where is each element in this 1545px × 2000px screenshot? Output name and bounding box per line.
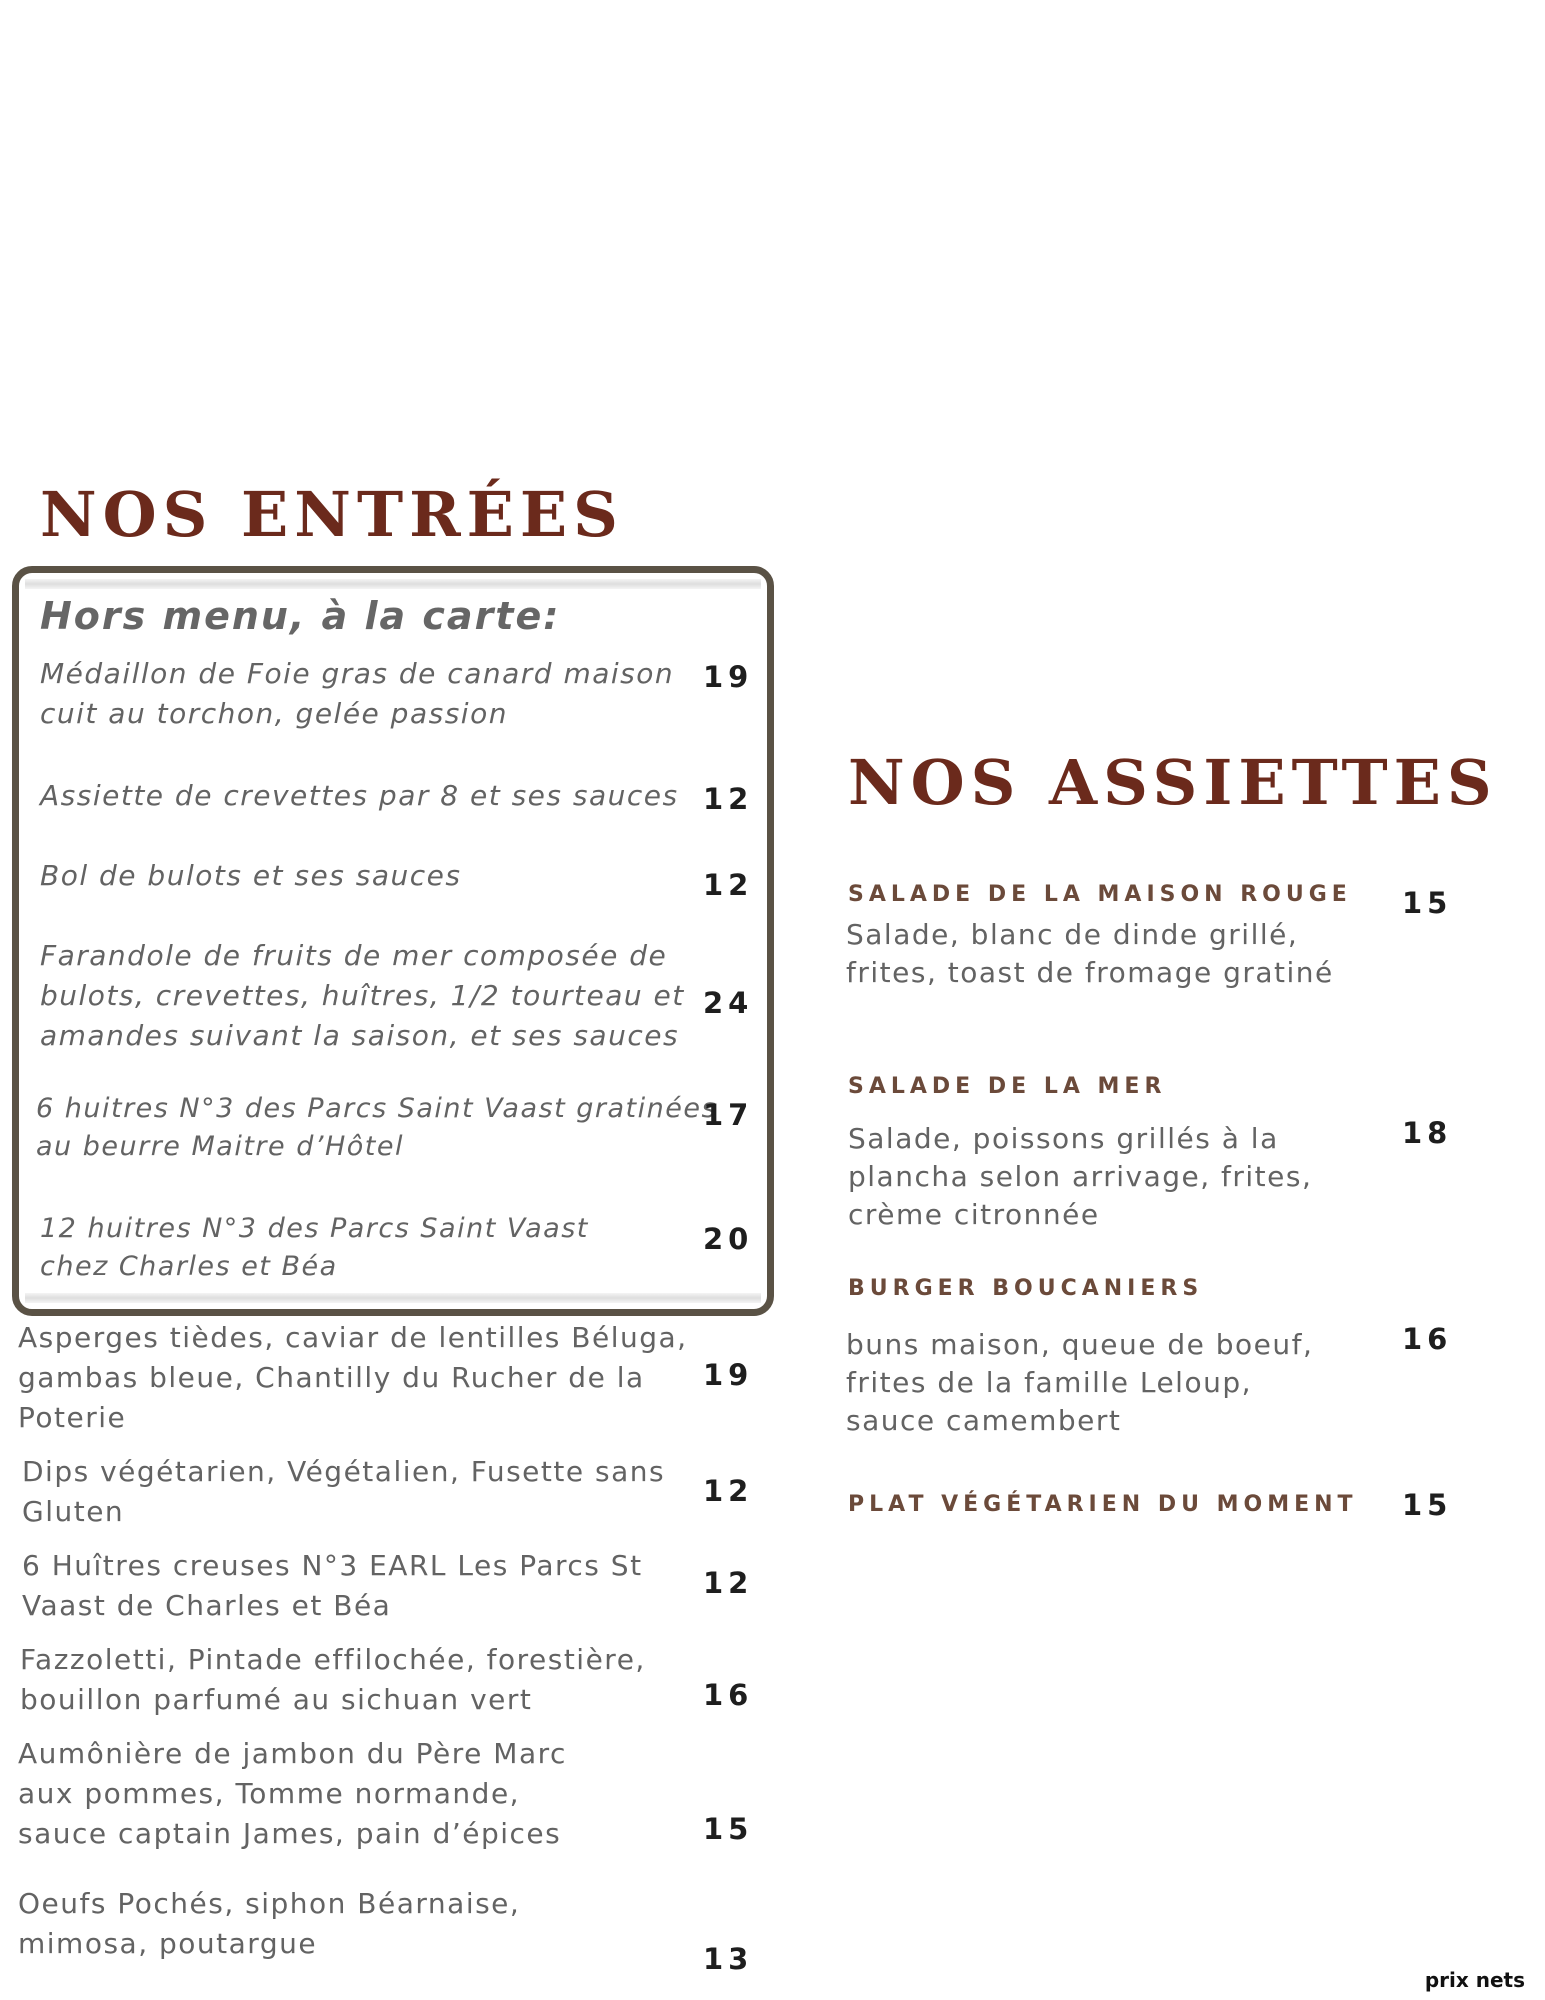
desc-line: crème citronnée xyxy=(848,1198,1100,1231)
desc-line: plancha selon arrivage, frites, xyxy=(848,1160,1313,1193)
item-line: aux pommes, Tomme normande, xyxy=(18,1777,521,1810)
item-line: amandes suivant la saison, et ses sauces xyxy=(40,1019,680,1052)
hors-menu-item-huitres-gratinees xyxy=(36,1090,717,1166)
hors-menu-heading: Hors menu, à la carte: xyxy=(40,594,561,638)
item-line: Asperges tièdes, caviar de lentilles Béluga, xyxy=(18,1321,688,1354)
item-line: sauce captain James, pain d’épices xyxy=(18,1817,562,1850)
entree-item-oeufs xyxy=(18,1884,520,1964)
item-line: mimosa, poutargue xyxy=(18,1927,318,1960)
price: 12 xyxy=(703,782,754,816)
desc-line: Salade, blanc de dinde grillé, xyxy=(846,918,1299,951)
price: 12 xyxy=(703,868,754,902)
item-line: Aumônière de jambon du Père Marc xyxy=(18,1737,567,1770)
item-line: Médaillon de Foie gras de canard maison xyxy=(40,657,675,690)
entrees-title: NOS ENTRÉES xyxy=(40,478,624,551)
hors-menu-item-huitres-12 xyxy=(40,1210,589,1286)
price: 16 xyxy=(1402,1322,1453,1356)
entree-item-dips xyxy=(22,1452,665,1532)
item-line: Fazzoletti, Pintade effilochée, forestière, xyxy=(20,1643,646,1676)
entree-item-aumoniere xyxy=(18,1734,567,1854)
dish-name-salade-mer: SALADE DE LA MER xyxy=(848,1074,1167,1099)
hors-menu-item-foie-gras xyxy=(40,654,674,734)
price: 19 xyxy=(703,1358,754,1392)
price: 17 xyxy=(703,1098,754,1132)
price: 16 xyxy=(703,1678,754,1712)
price: 19 xyxy=(703,660,754,694)
dish-description xyxy=(846,1326,1313,1440)
assiettes-title: NOS ASSIETTES xyxy=(848,746,1498,819)
dish-name-plat-vegetarien: PLAT VÉGÉTARIEN DU MOMENT xyxy=(848,1492,1358,1517)
item-line: bulots, crevettes, huîtres, 1/2 tourteau et xyxy=(40,979,685,1012)
item-line: 12 huitres N°3 des Parcs Saint Vaast xyxy=(40,1213,589,1244)
item-line: cuit au torchon, gelée passion xyxy=(40,697,508,730)
desc-line: frites, toast de fromage gratiné xyxy=(846,956,1334,989)
dish-name-salade-maison-rouge: SALADE DE LA MAISON ROUGE xyxy=(848,882,1352,907)
item-line: Gluten xyxy=(22,1495,125,1528)
price: 13 xyxy=(703,1942,754,1976)
price: 12 xyxy=(703,1566,754,1600)
item-line: bouillon parfumé au sichuan vert xyxy=(20,1683,533,1716)
price: 24 xyxy=(703,986,754,1020)
desc-line: buns maison, queue de boeuf, xyxy=(846,1328,1314,1361)
desc-line: frites de la famille Leloup, xyxy=(846,1366,1252,1399)
item-line: Bol de bulots et ses sauces xyxy=(40,859,462,892)
item-line: gambas bleue, Chantilly du Rucher de la xyxy=(18,1361,645,1394)
price: 12 xyxy=(703,1474,754,1508)
item-line: Dips végétarien, Végétalien, Fusette sans xyxy=(22,1455,666,1488)
hors-menu-item-bulots xyxy=(40,856,461,896)
hors-menu-item-farandole xyxy=(40,936,685,1056)
item-line: Vaast de Charles et Béa xyxy=(22,1589,392,1622)
entree-item-asperges xyxy=(18,1318,688,1438)
price: 20 xyxy=(703,1222,754,1256)
item-line: au beurre Maitre d’Hôtel xyxy=(36,1131,404,1162)
entree-item-fazzoletti xyxy=(20,1640,646,1720)
price: 18 xyxy=(1402,1116,1453,1150)
price: 15 xyxy=(703,1812,754,1846)
item-line: Assiette de crevettes par 8 et ses sauces xyxy=(40,779,679,812)
entree-item-huitres-creuses xyxy=(22,1546,643,1626)
dish-description xyxy=(848,1120,1312,1234)
desc-line: sauce camembert xyxy=(846,1404,1122,1437)
item-line: Farandole de fruits de mer composée de xyxy=(40,939,668,972)
item-line: Oeufs Pochés, siphon Béarnaise, xyxy=(18,1887,521,1920)
dish-description xyxy=(846,916,1334,992)
footer-note: prix nets xyxy=(1424,1968,1525,1992)
hors-menu-item-crevettes xyxy=(40,776,679,816)
price: 15 xyxy=(1402,1488,1453,1522)
item-line: chez Charles et Béa xyxy=(40,1251,338,1282)
price: 15 xyxy=(1402,886,1453,920)
dish-name-burger-boucaniers: BURGER BOUCANIERS xyxy=(848,1276,1204,1301)
item-line: 6 huitres N°3 des Parcs Saint Vaast gratinées xyxy=(36,1093,718,1124)
desc-line: Salade, poissons grillés à la xyxy=(848,1122,1279,1155)
item-line: 6 Huîtres creuses N°3 EARL Les Parcs St xyxy=(22,1549,643,1582)
item-line: Poterie xyxy=(18,1401,127,1434)
